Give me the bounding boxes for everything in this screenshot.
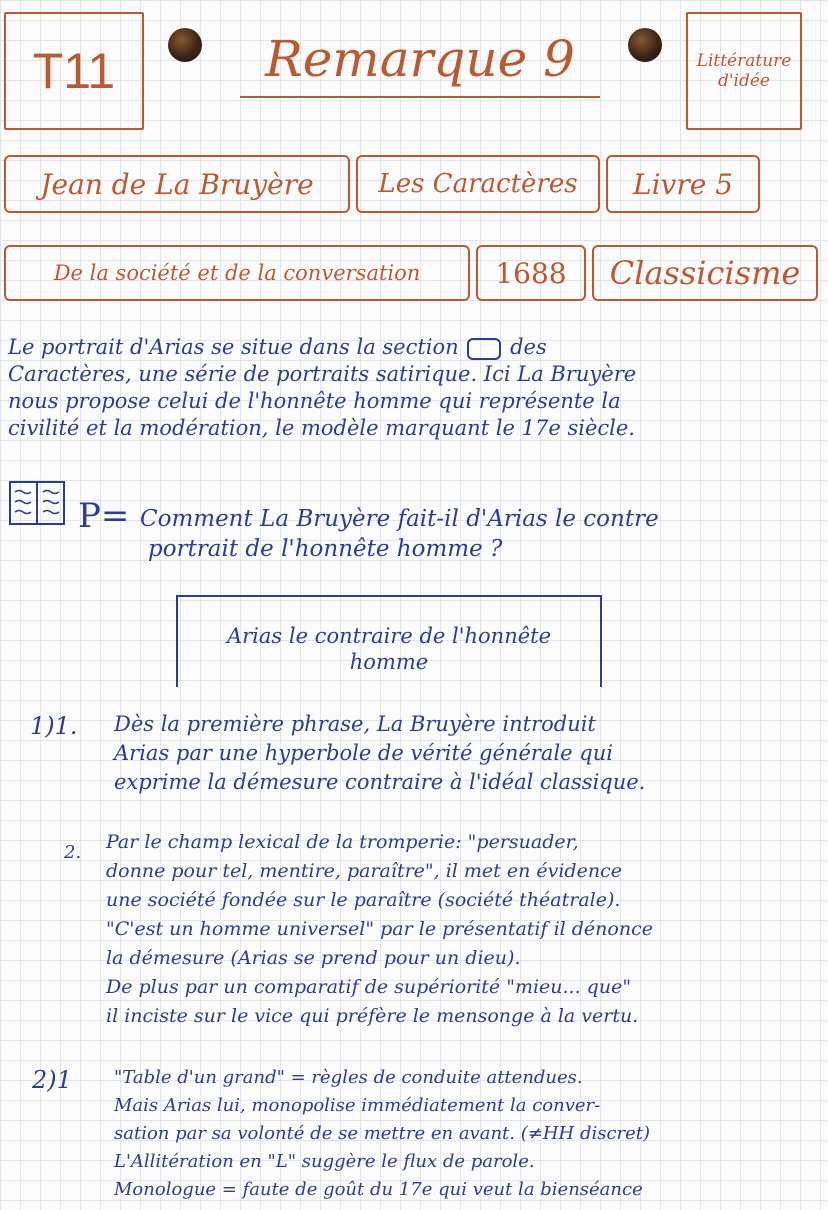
genre-box [686,12,802,130]
intro-paragraph [8,334,818,442]
part2-line-5: Monologue = faute de goût du 17e qui veut la bienséance [114,1179,643,1200]
movement-text: Classicisme [609,254,801,292]
blank-box [467,338,501,360]
part1-2-line-5: la démesure (Arias se prend pour un dieu). [106,947,521,969]
open-book-icon [8,478,66,528]
work-text: Les Caractères [378,169,578,199]
part2-line-2: Mais Arias lui, monopolise immédiatement la conver- [114,1095,601,1116]
problematic-question [140,504,659,564]
movement-box [592,245,818,301]
author-box [4,155,350,213]
section-text: De la société et de la conversation [53,261,421,285]
part2-line-3: sation par sa volonté de se mettre en avant. (≠HH discret) [114,1123,651,1144]
work-box [356,155,600,213]
part1-2-line-4: "C'est un homme universel" par le présentatif il dénonce [106,918,653,940]
intro-line-2: Caractères, une série de portraits satirique. Ici La Bruyère [8,362,637,386]
intro-line-4: civilité et la modération, le modèle marquant le 17e siècle. [8,416,635,440]
part1-2-label: 2. [64,842,82,863]
genre-line1: Littérature [696,51,792,71]
part1-paragraph [114,710,645,797]
part1-2-line-1: Par le champ lexical de la tromperie: "persuader, [106,831,579,853]
plan-line-1: Arias le contraire de l'honnête [226,624,552,648]
problematic-label: P= [78,496,130,536]
page-title: Remarque 9 [240,30,600,98]
part1-line-1: Dès la première phrase, La Bruyère introduit [114,712,596,736]
genre-line2: d'idée [718,71,770,91]
part1-2-line-7: il inciste sur le vice qui préfère le mensonge à la vertu. [106,1005,639,1027]
plan-line-2: homme [349,650,429,674]
part2-line-1: "Table d'un grand" = règles de conduite attendues. [114,1067,583,1088]
part2-label: 2)1 [32,1066,72,1094]
part2-paragraph [114,1064,650,1204]
section-box [4,245,470,301]
hole-punch-right [628,28,662,62]
book-text: Livre 5 [632,167,734,201]
problematic-line-1: Comment La Bruyère fait-il d'Arias le contre [140,506,659,532]
book-box [606,155,760,213]
plan-box [176,595,602,687]
part1-2-line-3: une société fondée sur le paraître (société théatrale). [106,889,621,911]
part1-line-2: Arias par une hyperbole de vérité générale qui [114,741,613,765]
code-text: T11 [32,43,116,99]
hole-punch-left [168,28,202,62]
part1-2-paragraph [106,828,653,1031]
intro-line-3: nous propose celui de l'honnête homme qui représente la [8,389,621,413]
problematic-line-2: portrait de l'honnête homme ? [148,536,503,562]
part1-2-line-2: donne pour tel, mentire, paraître", il met en évidence [106,860,622,882]
part1-2-line-6: De plus par un comparatif de supériorité "mieu... que" [106,976,632,998]
part2-line-4: L'Allitération en "L" suggère le flux de parole. [114,1151,535,1172]
year-text: 1688 [495,256,567,290]
year-box [476,245,586,301]
author-text: Jean de La Bruyère [40,167,314,201]
code-box [4,12,144,130]
intro-line-1: Le portrait d'Arias se situe dans la section des [8,335,547,359]
part1-line-3: exprime la démesure contraire à l'idéal classique. [114,770,646,794]
part1-label: 1)1. [30,712,78,740]
